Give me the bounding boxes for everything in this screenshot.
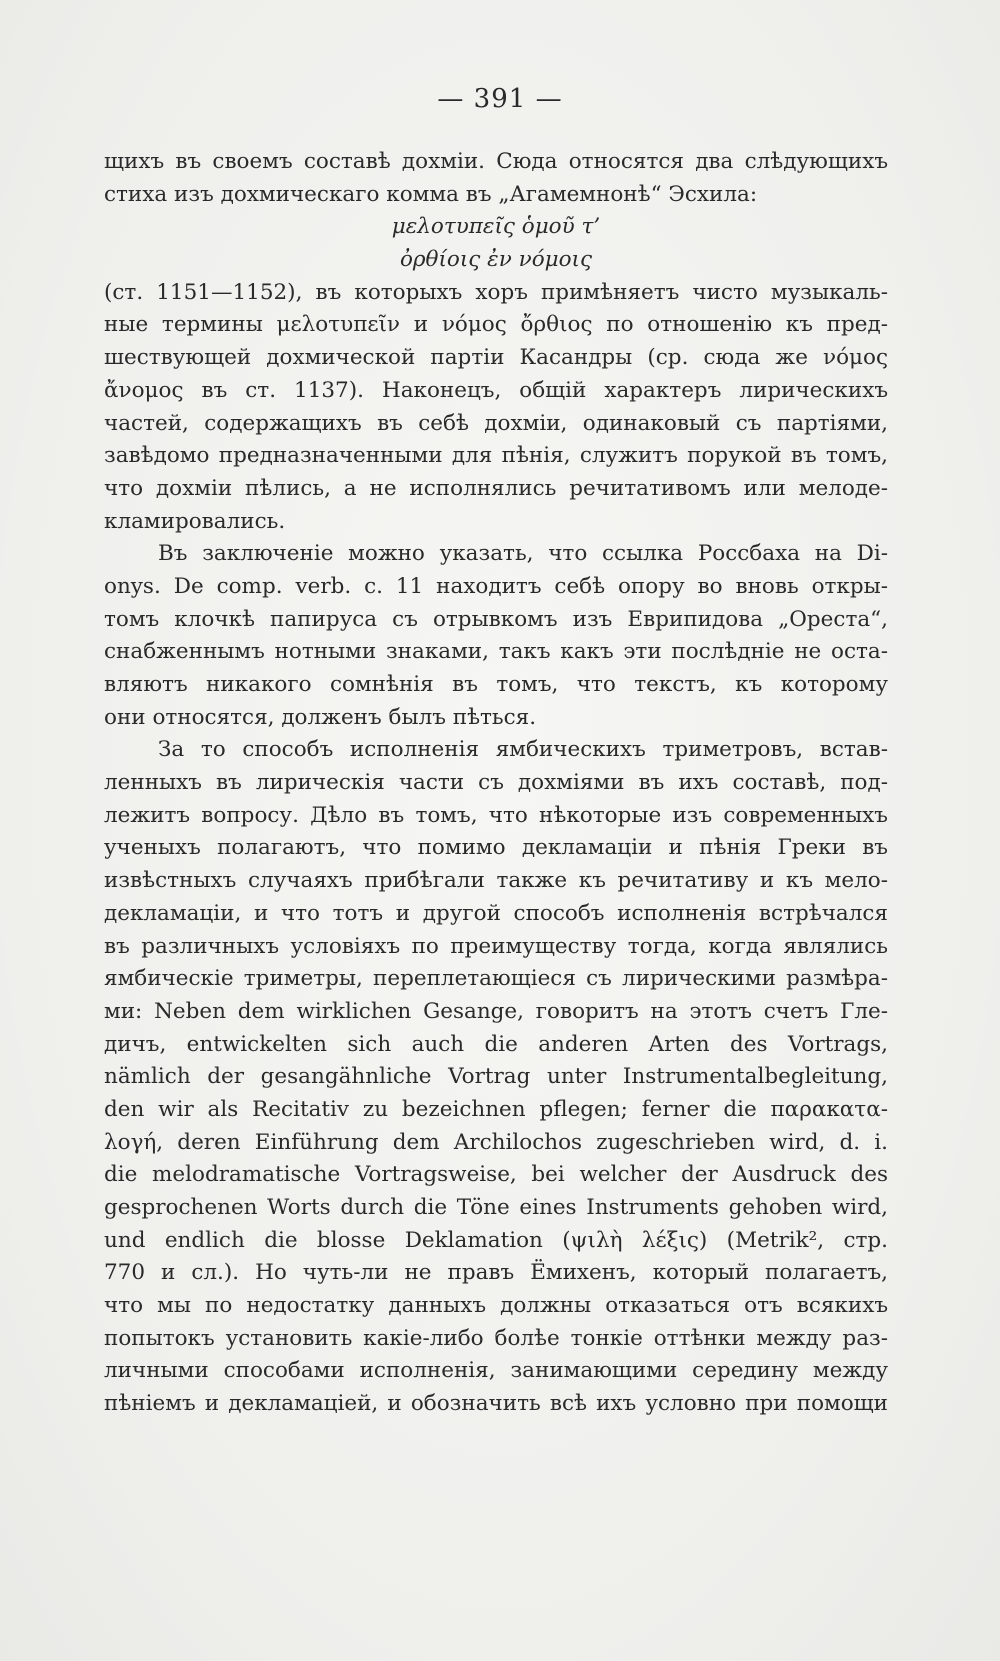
text-line: завѣдомо предназначенными для пѣнія, служитъ порукой въ томъ, (104, 443, 888, 469)
text-line: дичъ, entwickelten sich auch die anderen Arten des Vortrags, (104, 1031, 888, 1057)
text-line: въ различныхъ условіяхъ по преимуществу тогда, когда являлись (104, 933, 888, 959)
text-line: ἄνομος въ ст. 1137). Наконецъ, общій характеръ лирическихъ (104, 377, 888, 403)
text-line: щихъ въ своемъ составѣ дохміи. Сюда относятся два слѣдующихъ (104, 149, 888, 174)
page-number: — 391 — (437, 84, 563, 114)
text-line: ленныхъ въ лирическія части съ дохміями въ ихъ составѣ, под- (104, 770, 888, 796)
text-line: За то способъ исполненія ямбическихъ триметровъ, встав- (158, 737, 888, 763)
text-line: извѣстныхъ случаяхъ прибѣгали также къ речитативу и къ мело- (104, 868, 888, 894)
text-line: nämlich der gesangähnliche Vortrag unter Instrumentalbegleitung, (104, 1064, 888, 1090)
text-line: частей, содержащихъ въ себѣ дохміи, одинаковый съ партіями, (104, 410, 888, 436)
text-line: ученыхъ полагаютъ, что помимо декламаціи и пѣнія Греки въ (104, 835, 888, 861)
text-line: ямбическіе триметры, переплетающіеся съ лирическими размѣра- (104, 966, 888, 992)
text-line: ὀρθίοις ἐν νόμοις (399, 247, 593, 273)
text-line: лежитъ вопросу. Дѣло въ томъ, что нѣкоторые изъ современныхъ (104, 802, 888, 828)
text-line: die melodramatische Vortragsweise, bei welcher der Ausdruck des (104, 1162, 888, 1188)
text-line: Въ заключеніе можно указать, что ссылка Россбаха на Di- (158, 541, 888, 567)
text-line: пѣніемъ и декламаціей, и обозначить всѣ ихъ условно при помощи (104, 1391, 888, 1417)
text-line: λογή, deren Einführung dem Archilochos zugeschrieben wird, d. i. (104, 1129, 888, 1155)
text-line: onys. De comp. verb. c. 11 находитъ себѣ опору во вновь откры- (104, 573, 888, 599)
text-line: 770 и сл.). Но чуть-ли не правъ Ёмихенъ, который полагаетъ, (104, 1260, 888, 1286)
text-line: шествующей дохмической партіи Касандры (ср. сюда же νόμος (104, 345, 888, 371)
text-line: декламаціи, и что тотъ и другой способъ исполненія встрѣчался (104, 900, 888, 926)
text-line: ми: Neben dem wirklichen Gesange, говоритъ на этотъ счетъ Гле- (104, 998, 888, 1024)
text-line: томъ клочкѣ папируса съ отрывкомъ изъ Еврипидова „Ореста“, (104, 606, 888, 632)
text-line: стиха изъ дохмическаго комма въ „Агамемнонѣ“ Эсхила: (104, 181, 758, 207)
text-line: кламировались. (104, 508, 286, 534)
text-line: что дохміи пѣлись, а не исполнялись речитативомъ или мелоде- (104, 475, 888, 501)
text-line: они относятся, долженъ былъ пѣться. (104, 704, 537, 730)
body-text (104, 146, 888, 1421)
text-line: что мы по недостатку данныхъ должны отказаться отъ всякихъ (104, 1293, 888, 1319)
text-line: und endlich die blosse Deklamation (ψιλὴ λέξις) (Metrik², стр. (104, 1227, 888, 1253)
text-line: den wir als Recitativ zu bezeichnen pflegen; ferner die παρακατα- (104, 1096, 888, 1122)
text-line: (ст. 1151—1152), въ которыхъ хоръ примѣняетъ чисто музыкаль- (104, 279, 888, 305)
text-line: личными способами исполненія, занимающими середину между (104, 1358, 888, 1384)
text-line: ные термины μελοτυπεῖν и νόμος ὄρθιος по отношенію къ пред- (104, 312, 888, 338)
text-line: gesprochenen Worts durch die Töne eines Instruments gehoben wird, (104, 1195, 888, 1220)
text-line: μελοτυπεῖς ὁμοῦ τ’ (391, 214, 601, 240)
text-line: снабженнымъ нотными знаками, такъ какъ эти послѣдніе не оста- (104, 639, 888, 665)
text-line: вляютъ никакого сомнѣнія въ томъ, что текстъ, къ которому (104, 672, 888, 697)
text-line: попытокъ установить какіе-либо болѣе тонкіе оттѣнки между раз- (104, 1325, 888, 1351)
